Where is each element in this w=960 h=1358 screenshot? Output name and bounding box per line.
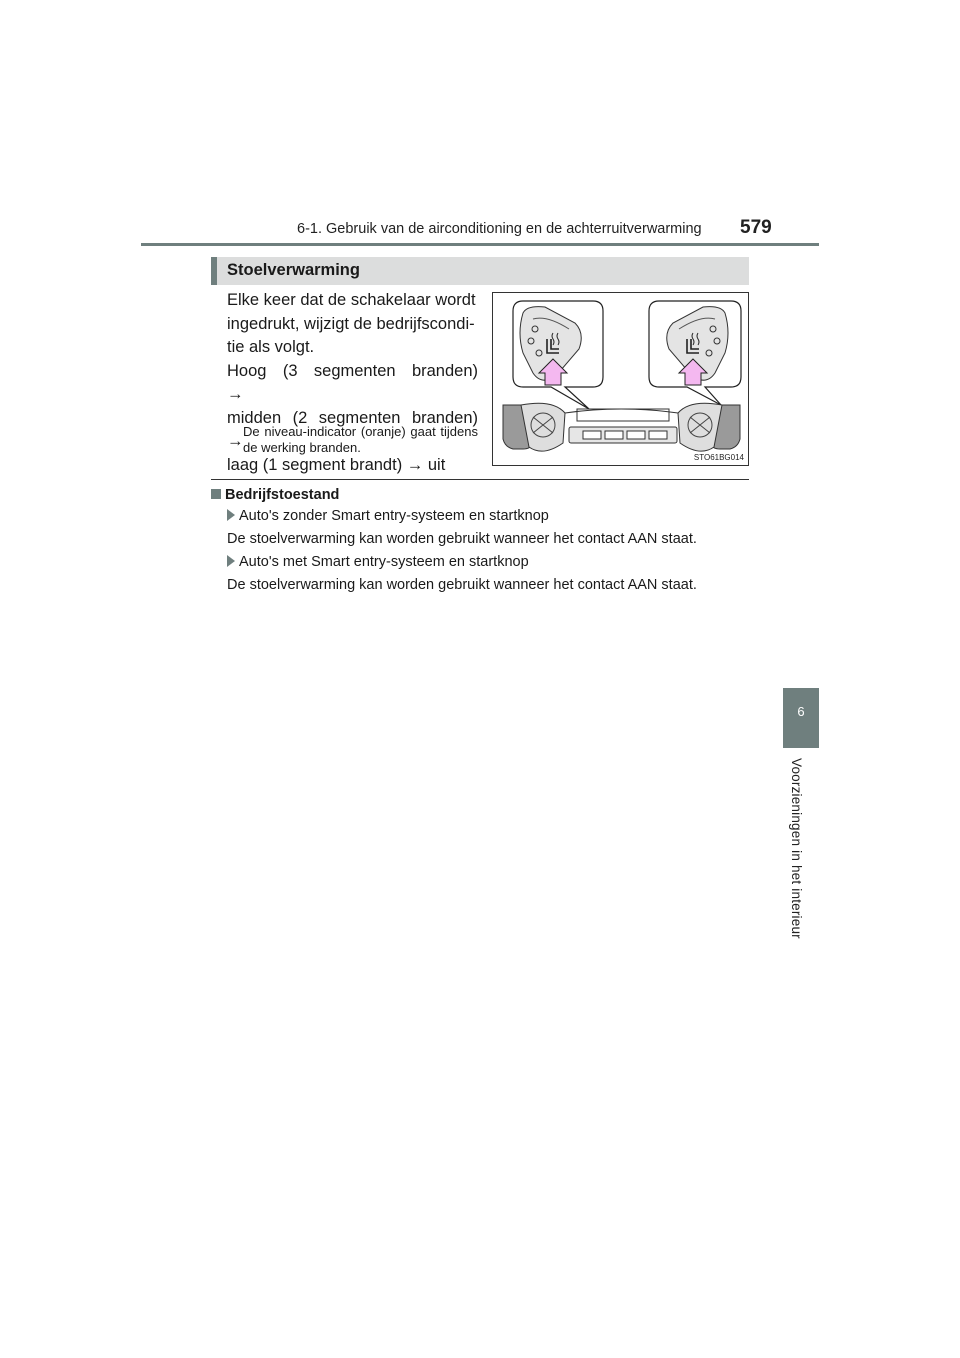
section-header (211, 257, 749, 285)
square-bullet-icon (211, 489, 221, 499)
seat-heater-illustration (493, 293, 750, 467)
paragraph-line: laag (1 segment brandt) → uit (227, 455, 446, 474)
header-rule (141, 243, 819, 246)
running-header-title: 6-1. Gebruik van de airconditioning en de achterruitverwarming (297, 221, 702, 237)
paragraph-line: midden (2 segmenten branden) → (227, 408, 478, 450)
left-switch-callout (513, 301, 603, 409)
list-item-text: De stoelverwarming kan worden gebruikt wanneer het contact AAN staat. (227, 577, 697, 593)
chapter-number: 6 (797, 704, 805, 719)
sub-heading (211, 487, 339, 503)
paragraph-line: ingedrukt, wijzigt de bedrijfscondi- (227, 314, 475, 333)
section-title: Stoelverwarming (227, 261, 360, 279)
bullet-label: Auto's met Smart entry-systeem en startknop (239, 554, 529, 570)
section-divider (211, 479, 749, 480)
figure-code: STO61BG014 (693, 453, 744, 462)
sub-heading-label: Bedrijfstoestand (225, 487, 340, 503)
triangle-bullet-icon (227, 555, 235, 567)
chapter-side-label: Voorzieningen in het interieur (789, 758, 804, 939)
paragraph-line: Elke keer dat de schakelaar wordt (227, 291, 476, 309)
triangle-bullet-icon (227, 509, 235, 521)
seat-heater-figure (492, 292, 749, 466)
control-panel-drawing (503, 403, 740, 451)
list-item (227, 508, 549, 524)
level-indicator-note: De niveau-indicator (oranje) gaat tijdens de werking branden. (243, 424, 478, 455)
paragraph-line: tie als volgt. (227, 338, 315, 356)
paragraph-line: Hoog (3 segmenten branden) → (227, 361, 478, 403)
page-number: 579 (740, 217, 772, 238)
list-item (227, 554, 529, 570)
list-item-text: De stoelverwarming kan worden gebruikt wanneer het contact AAN staat. (227, 531, 697, 547)
chapter-tab[interactable] (783, 688, 819, 748)
right-switch-callout (649, 301, 741, 405)
bullet-label: Auto's zonder Smart entry-systeem en startknop (239, 508, 549, 524)
